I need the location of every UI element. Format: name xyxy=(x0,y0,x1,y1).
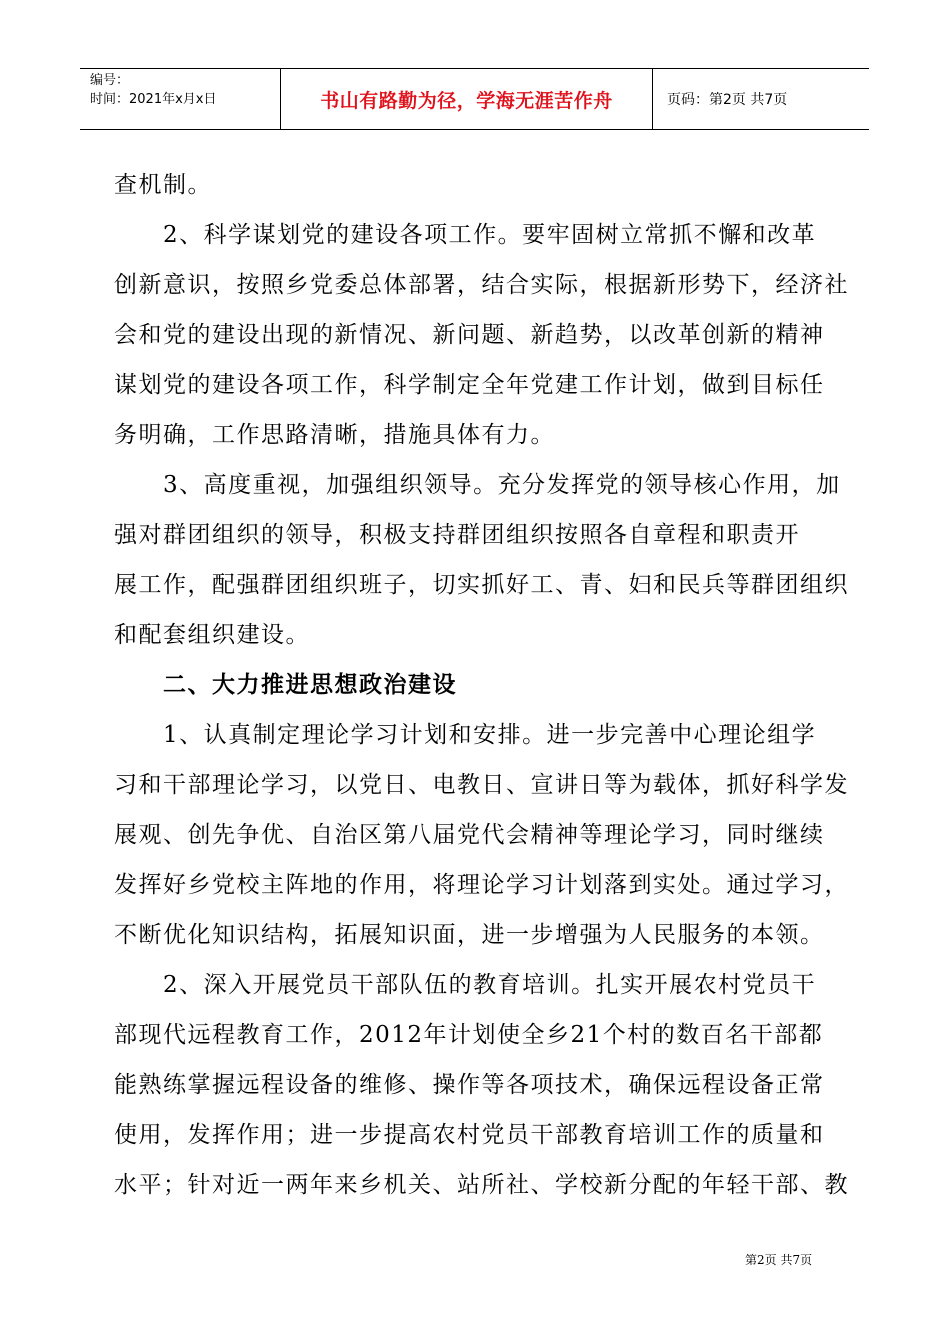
text-line: 部现代远程教育工作，2012年计划使全乡21个村的数百名干部都 xyxy=(114,1022,824,1048)
document-number: 编号： xyxy=(90,73,130,88)
document-date: 时间：2021年x月x日 xyxy=(90,92,217,107)
document-header xyxy=(80,68,869,130)
text-line: 谋划党的建设各项工作，科学制定全年党建工作计划，做到目标任 xyxy=(114,372,825,398)
text-line: 发挥好乡党校主阵地的作用，将理论学习计划落到实处。通过学习， xyxy=(114,872,849,898)
header-meta xyxy=(80,69,281,129)
paragraph-first-line: 2、深入开展党员干部队伍的教育培训。扎实开展农村党员干 xyxy=(163,972,817,998)
text-line: 展观、创先争优、自治区第八届党代会精神等理论学习，同时继续 xyxy=(114,822,825,848)
page-footer: 第2页 共7页 xyxy=(745,1253,813,1267)
header-page-info: 页码：第2页 共7页 xyxy=(667,92,788,108)
text-line: 不断优化知识结构，拓展知识面，进一步增强为人民服务的本领。 xyxy=(114,922,825,948)
text-line: 创新意识，按照乡党委总体部署，结合实际，根据新形势下，经济社 xyxy=(114,272,849,298)
paragraph-first-line: 2、科学谋划党的建设各项工作。要牢固树立常抓不懈和改革 xyxy=(163,222,817,248)
text-line: 习和干部理论学习，以党日、电教日、宣讲日等为载体，抓好科学发 xyxy=(114,772,849,798)
header-motto: 书山有路勤为径，学海无涯苦作舟 xyxy=(281,69,653,129)
text-line: 务明确，工作思路清晰，措施具体有力。 xyxy=(114,422,555,448)
paragraph-first-line: 3、高度重视，加强组织领导。充分发挥党的领导核心作用，加 xyxy=(163,472,841,498)
text-line: 使用，发挥作用；进一步提高农村党员干部教育培训工作的质量和 xyxy=(114,1122,825,1148)
text-line: 会和党的建设出现的新情况、新问题、新趋势，以改革创新的精神 xyxy=(114,322,825,348)
text-line: 能熟练掌握远程设备的维修、操作等各项技术，确保远程设备正常 xyxy=(114,1072,825,1098)
paragraph-first-line: 1、认真制定理论学习计划和安排。进一步完善中心理论组学 xyxy=(163,722,817,748)
text-line: 水平；针对近一两年来乡机关、站所社、学校新分配的年轻干部、教 xyxy=(114,1172,849,1198)
section-heading: 二、大力推进思想政治建设 xyxy=(163,672,457,698)
text-line: 强对群团组织的领导，积极支持群团组织按照各自章程和职责开 xyxy=(114,522,800,548)
text-line: 和配套组织建设。 xyxy=(114,622,310,648)
text-line: 查机制。 xyxy=(114,172,212,198)
text-line: 展工作，配强群团组织班子，切实抓好工、青、妇和民兵等群团组织 xyxy=(114,572,849,598)
